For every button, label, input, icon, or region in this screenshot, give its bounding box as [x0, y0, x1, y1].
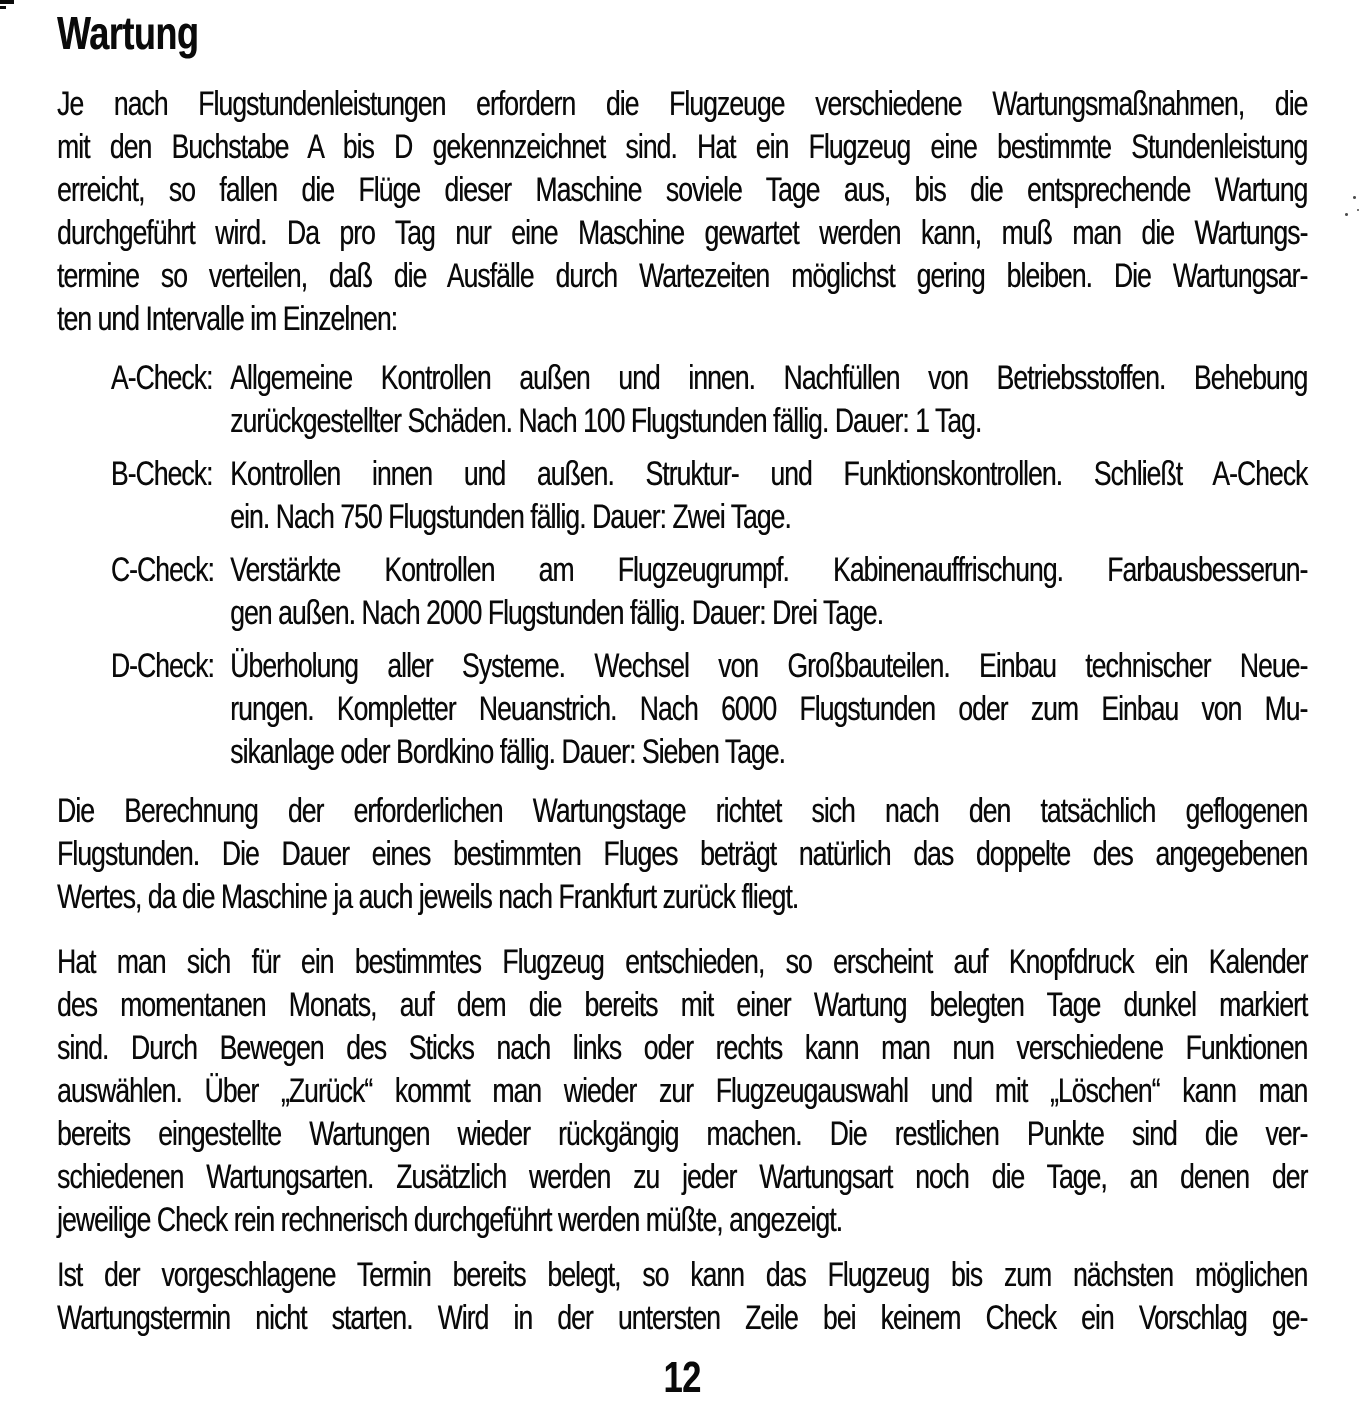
paragraph-line: auswählen. Über „Zurück“ kommt man wieder zur Flugzeugauswahl und mit „Löschen“ kann man [57, 1072, 1308, 1110]
scan-speckle [1357, 209, 1359, 211]
paragraph-line: Wertes, da die Maschine ja auch jeweils nach Frankfurt zurück fliegt. [57, 878, 799, 916]
paragraph-line: bereits eingestellte Wartungen wieder rückgängig machen. Die restlichen Punkte sind die ver- [57, 1115, 1308, 1153]
paragraph-line: Hat man sich für ein bestimmtes Flugzeug entschieden, so erscheint auf Knopfdruck ein Kalender [57, 943, 1308, 981]
paragraph-line: sind. Durch Bewegen des Sticks nach links oder rechts kann man nun verschiedene Funktionen [57, 1029, 1308, 1067]
paragraph [57, 941, 1307, 1242]
check-label: B-Check: [110, 455, 213, 493]
scan-artifact [0, 0, 14, 4]
check-item [57, 453, 1307, 539]
check-description-line: zurückgestellter Schäden. Nach 100 Flugstunden fällig. Dauer: 1 Tag. [230, 402, 982, 440]
paragraph-line: des momentanen Monats, auf dem die bereits mit einer Wartung belegten Tage dunkel markiert [57, 986, 1308, 1024]
paragraph [57, 790, 1307, 919]
page-number: 12 [663, 1353, 701, 1402]
paragraph-line: Die Berechnung der erforderlichen Wartungstage richtet sich nach den tatsächlich geflogenen [57, 792, 1308, 830]
check-description-line: ein. Nach 750 Flugstunden fällig. Dauer: Zwei Tage. [230, 498, 791, 536]
check-description [230, 453, 1307, 539]
check-description-line: Überholung aller Systeme. Wechsel von Großbauteilen. Einbau technischer Neue- [230, 647, 1308, 685]
maintenance-check-list [57, 357, 1307, 774]
check-label: A-Check: [110, 359, 213, 397]
check-item [57, 357, 1307, 443]
page-title: Wartung [57, 7, 199, 59]
check-description-line: Verstärkte Kontrollen am Flugzeugrumpf. Kabinenauffrischung. Farbausbesserun- [230, 551, 1308, 589]
check-description [230, 357, 1307, 443]
document-body [57, 83, 1307, 1340]
scan-artifact [0, 6, 6, 9]
check-item [57, 549, 1307, 635]
check-label: D-Check: [110, 647, 214, 685]
paragraph-line: ten und Intervalle im Einzelnen: [57, 300, 398, 338]
paragraph-line: erreicht, so fallen die Flüge dieser Maschine soviele Tage aus, bis die entsprechende Wartung [57, 171, 1308, 209]
check-description-line: gen außen. Nach 2000 Flugstunden fällig. Dauer: Drei Tage. [230, 594, 884, 632]
scan-speckle [1353, 196, 1356, 199]
paragraph-line: Ist der vorgeschlagene Termin bereits belegt, so kann das Flugzeug bis zum nächsten möglichen [57, 1256, 1308, 1294]
check-description-line: Allgemeine Kontrollen außen und innen. Nachfüllen von Betriebsstoffen. Behebung [230, 359, 1308, 397]
paragraph-line: Flugstunden. Die Dauer eines bestimmten Fluges beträgt natürlich das doppelte des angegebenen [57, 835, 1308, 873]
check-item [57, 645, 1307, 774]
check-description-line: rungen. Kompletter Neuanstrich. Nach 6000 Flugstunden oder zum Einbau von Mu- [230, 690, 1308, 728]
paragraph-line: Je nach Flugstundenleistungen erfordern die Flugzeuge verschiedene Wartungsmaßnahmen, die [57, 85, 1308, 123]
paragraph-line: mit den Buchstabe A bis D gekennzeichnet sind. Hat ein Flugzeug eine bestimmte Stundenleistung [57, 128, 1308, 166]
text-column [57, 7, 1308, 1402]
paragraph [57, 83, 1307, 341]
check-description [230, 549, 1307, 635]
paragraph-line: schiedenen Wartungsarten. Zusätzlich werden zu jeder Wartungsart noch die Tage, an denen der [57, 1158, 1308, 1196]
paragraph-line: jeweilige Check rein rechnerisch durchgeführt werden müßte, angezeigt. [57, 1201, 843, 1239]
page-content [57, 7, 1308, 1402]
paragraph-line: durchgeführt wird. Da pro Tag nur eine Maschine gewartet werden kann, muß man die Wartungs- [57, 214, 1308, 252]
scan-speckle [1345, 213, 1348, 216]
paragraph-line: Wartungstermin nicht starten. Wird in der untersten Zeile bei keinem Check ein Vorschlag ge- [57, 1299, 1308, 1337]
check-description-line: Kontrollen innen und außen. Struktur- und Funktionskontrollen. Schließt A-Check [230, 455, 1308, 493]
paragraph-line: termine so verteilen, daß die Ausfälle durch Wartezeiten möglichst gering bleiben. Die Wartungsar- [57, 257, 1308, 295]
check-description-line: sikanlage oder Bordkino fällig. Dauer: Sieben Tage. [230, 733, 785, 771]
check-description [230, 645, 1307, 774]
check-label: C-Check: [110, 551, 214, 589]
paragraph [57, 1254, 1307, 1340]
